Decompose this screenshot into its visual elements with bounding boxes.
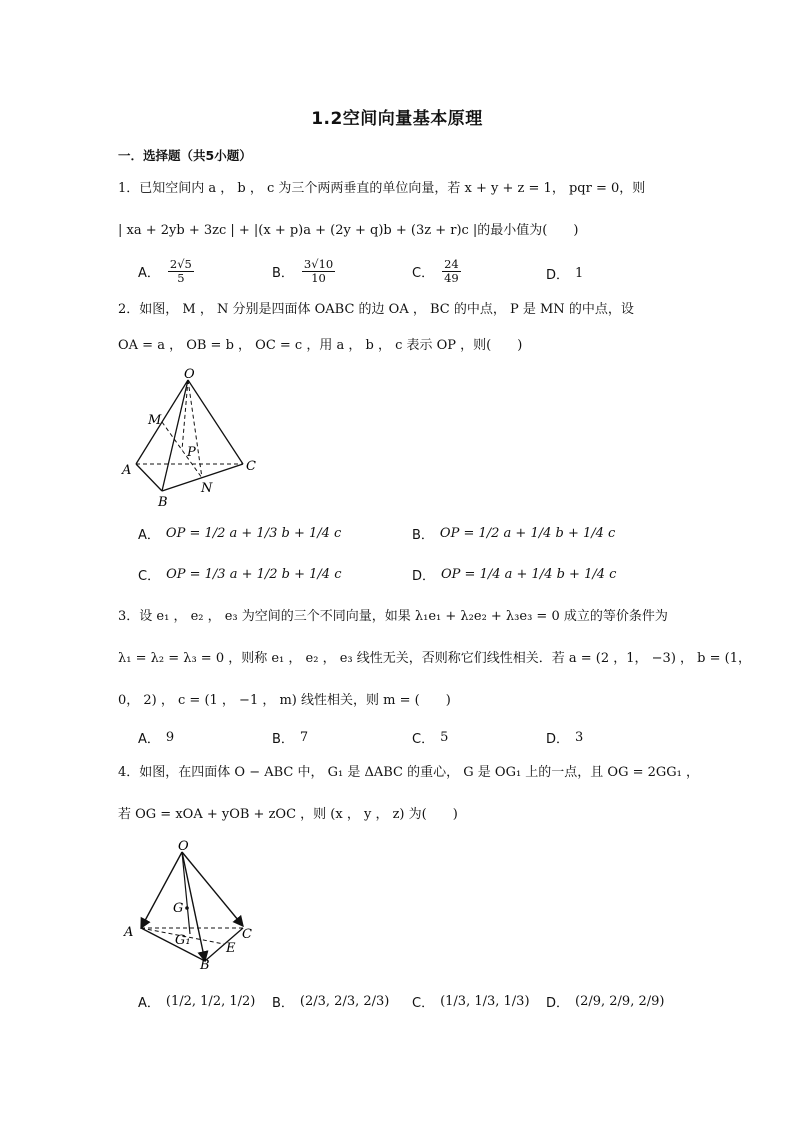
vector-oa	[141, 852, 182, 928]
q3-option-d[interactable]: D． 3	[546, 730, 584, 747]
edge-bc	[205, 928, 243, 961]
label-g: G	[173, 901, 184, 916]
label-m: M	[148, 413, 162, 428]
label-c: C	[242, 927, 252, 942]
point-g	[185, 906, 189, 910]
q1-option-d[interactable]: D． 1	[546, 266, 584, 283]
label-n: N	[201, 481, 213, 496]
q2-stem-line1: 2．如图， M ， N 分别是四面体 OABC 的边 OA ， BC 的中点， P 是 MN 的中点，设	[118, 302, 634, 317]
q1-stem-line2: | xa + 2yb + 3zc | + |(x + p)a + (2y + q)b + (3z + r)c |的最小值为( )	[118, 223, 579, 238]
q4-tetrahedron-figure	[118, 838, 268, 972]
q1-option-b-fraction: $\frac{3√10}{10}$	[303, 257, 334, 285]
edge-oc	[188, 380, 243, 464]
q4-stem-line1: 4．如图，在四面体 O − ABC 中， G₁ 是 ΔABC 的重心， G 是 OG₁ 上的一点，且 OG = 2GG₁ ，	[118, 765, 700, 780]
q1-option-a-fraction: $\frac{2√5}{5}$	[169, 257, 192, 285]
segment-og1	[182, 852, 190, 934]
label-e: E	[226, 941, 236, 956]
q4-option-d[interactable]: D． (2/9, 2/9, 2/9)	[546, 994, 665, 1011]
label-g1: G₁	[175, 933, 191, 948]
q2-option-d[interactable]: D． OP = 1/4 a + 1/4 b + 1/4 c	[412, 567, 617, 584]
edge-ob	[162, 380, 188, 491]
q1-stem-line1: 1．已知空间内 a ， b ， c 为三个两两垂直的单位向量，若 x + y + z = 1， pqr = 0，则	[118, 181, 646, 196]
q2-option-b[interactable]: B． OP = 1/2 a + 1/4 b + 1/4 c	[412, 526, 616, 543]
q1-option-c[interactable]: C． $\frac{24}{49}$	[412, 257, 459, 285]
q4-option-b[interactable]: B． (2/3, 2/3, 2/3)	[272, 994, 390, 1011]
q1-option-c-fraction: $\frac{24}{49}$	[444, 257, 459, 285]
label-p: P	[187, 445, 196, 460]
q4-option-c[interactable]: C． (1/3, 1/3, 1/3)	[412, 994, 530, 1011]
label-b: B	[158, 495, 168, 510]
q2-tetrahedron-figure	[118, 368, 268, 510]
q2-option-c[interactable]: C． OP = 1/3 a + 1/2 b + 1/4 c	[138, 567, 342, 584]
q2-stem-line2: OA = a ， OB = b ， OC = c ，用 a ， b ， c 表示 OP ，则( )	[118, 338, 523, 353]
q2-option-a[interactable]: A． OP = 1/2 a + 1/3 b + 1/4 c	[138, 526, 342, 543]
label-o: O	[184, 368, 195, 382]
label-a: A	[122, 463, 132, 478]
edge-ab	[136, 464, 162, 491]
label-b: B	[200, 958, 210, 972]
q3-stem-line2: λ₁ = λ₂ = λ₃ = 0 ，则称 e₁ ， e₂ ， e₃ 线性无关，否则称它们线性相关．若 a = (2 ，1， −3) ， b = (1，	[118, 651, 751, 666]
q4-option-a[interactable]: A． (1/2, 1/2, 1/2)	[138, 994, 256, 1011]
page-title: 1.2空间向量基本原理	[311, 109, 483, 129]
label-a: A	[124, 925, 134, 940]
section-heading: 一．选择题（共5小题）	[118, 148, 252, 163]
edge-ab	[141, 928, 205, 961]
q4-stem-line2: 若 OG = xOA + yOB + zOC ，则 (x ， y ， z) 为( )	[118, 807, 458, 822]
q3-option-c[interactable]: C． 5	[412, 730, 449, 747]
q3-option-b[interactable]: B． 7	[272, 730, 309, 747]
q3-stem-line1: 3．设 e₁ ， e₂ ， e₃ 为空间的三个不同向量，如果 λ₁e₁ + λ₂e₂ + λ₃e₃ = 0 成立的等价条件为	[118, 609, 668, 624]
q1-option-b[interactable]: B． $\frac{3√10}{10}$	[272, 257, 334, 285]
q3-stem-line3: 0， 2) ， c = (1 ， −1 ， m) 线性相关，则 m = ( )	[118, 693, 451, 708]
vector-oc	[182, 852, 243, 926]
q3-option-a[interactable]: A． 9	[138, 730, 175, 747]
label-c: C	[246, 459, 256, 474]
segment-on	[188, 380, 202, 478]
q1-option-a[interactable]: A． $\frac{2√5}{5}$	[138, 257, 192, 285]
label-o: O	[178, 839, 189, 854]
